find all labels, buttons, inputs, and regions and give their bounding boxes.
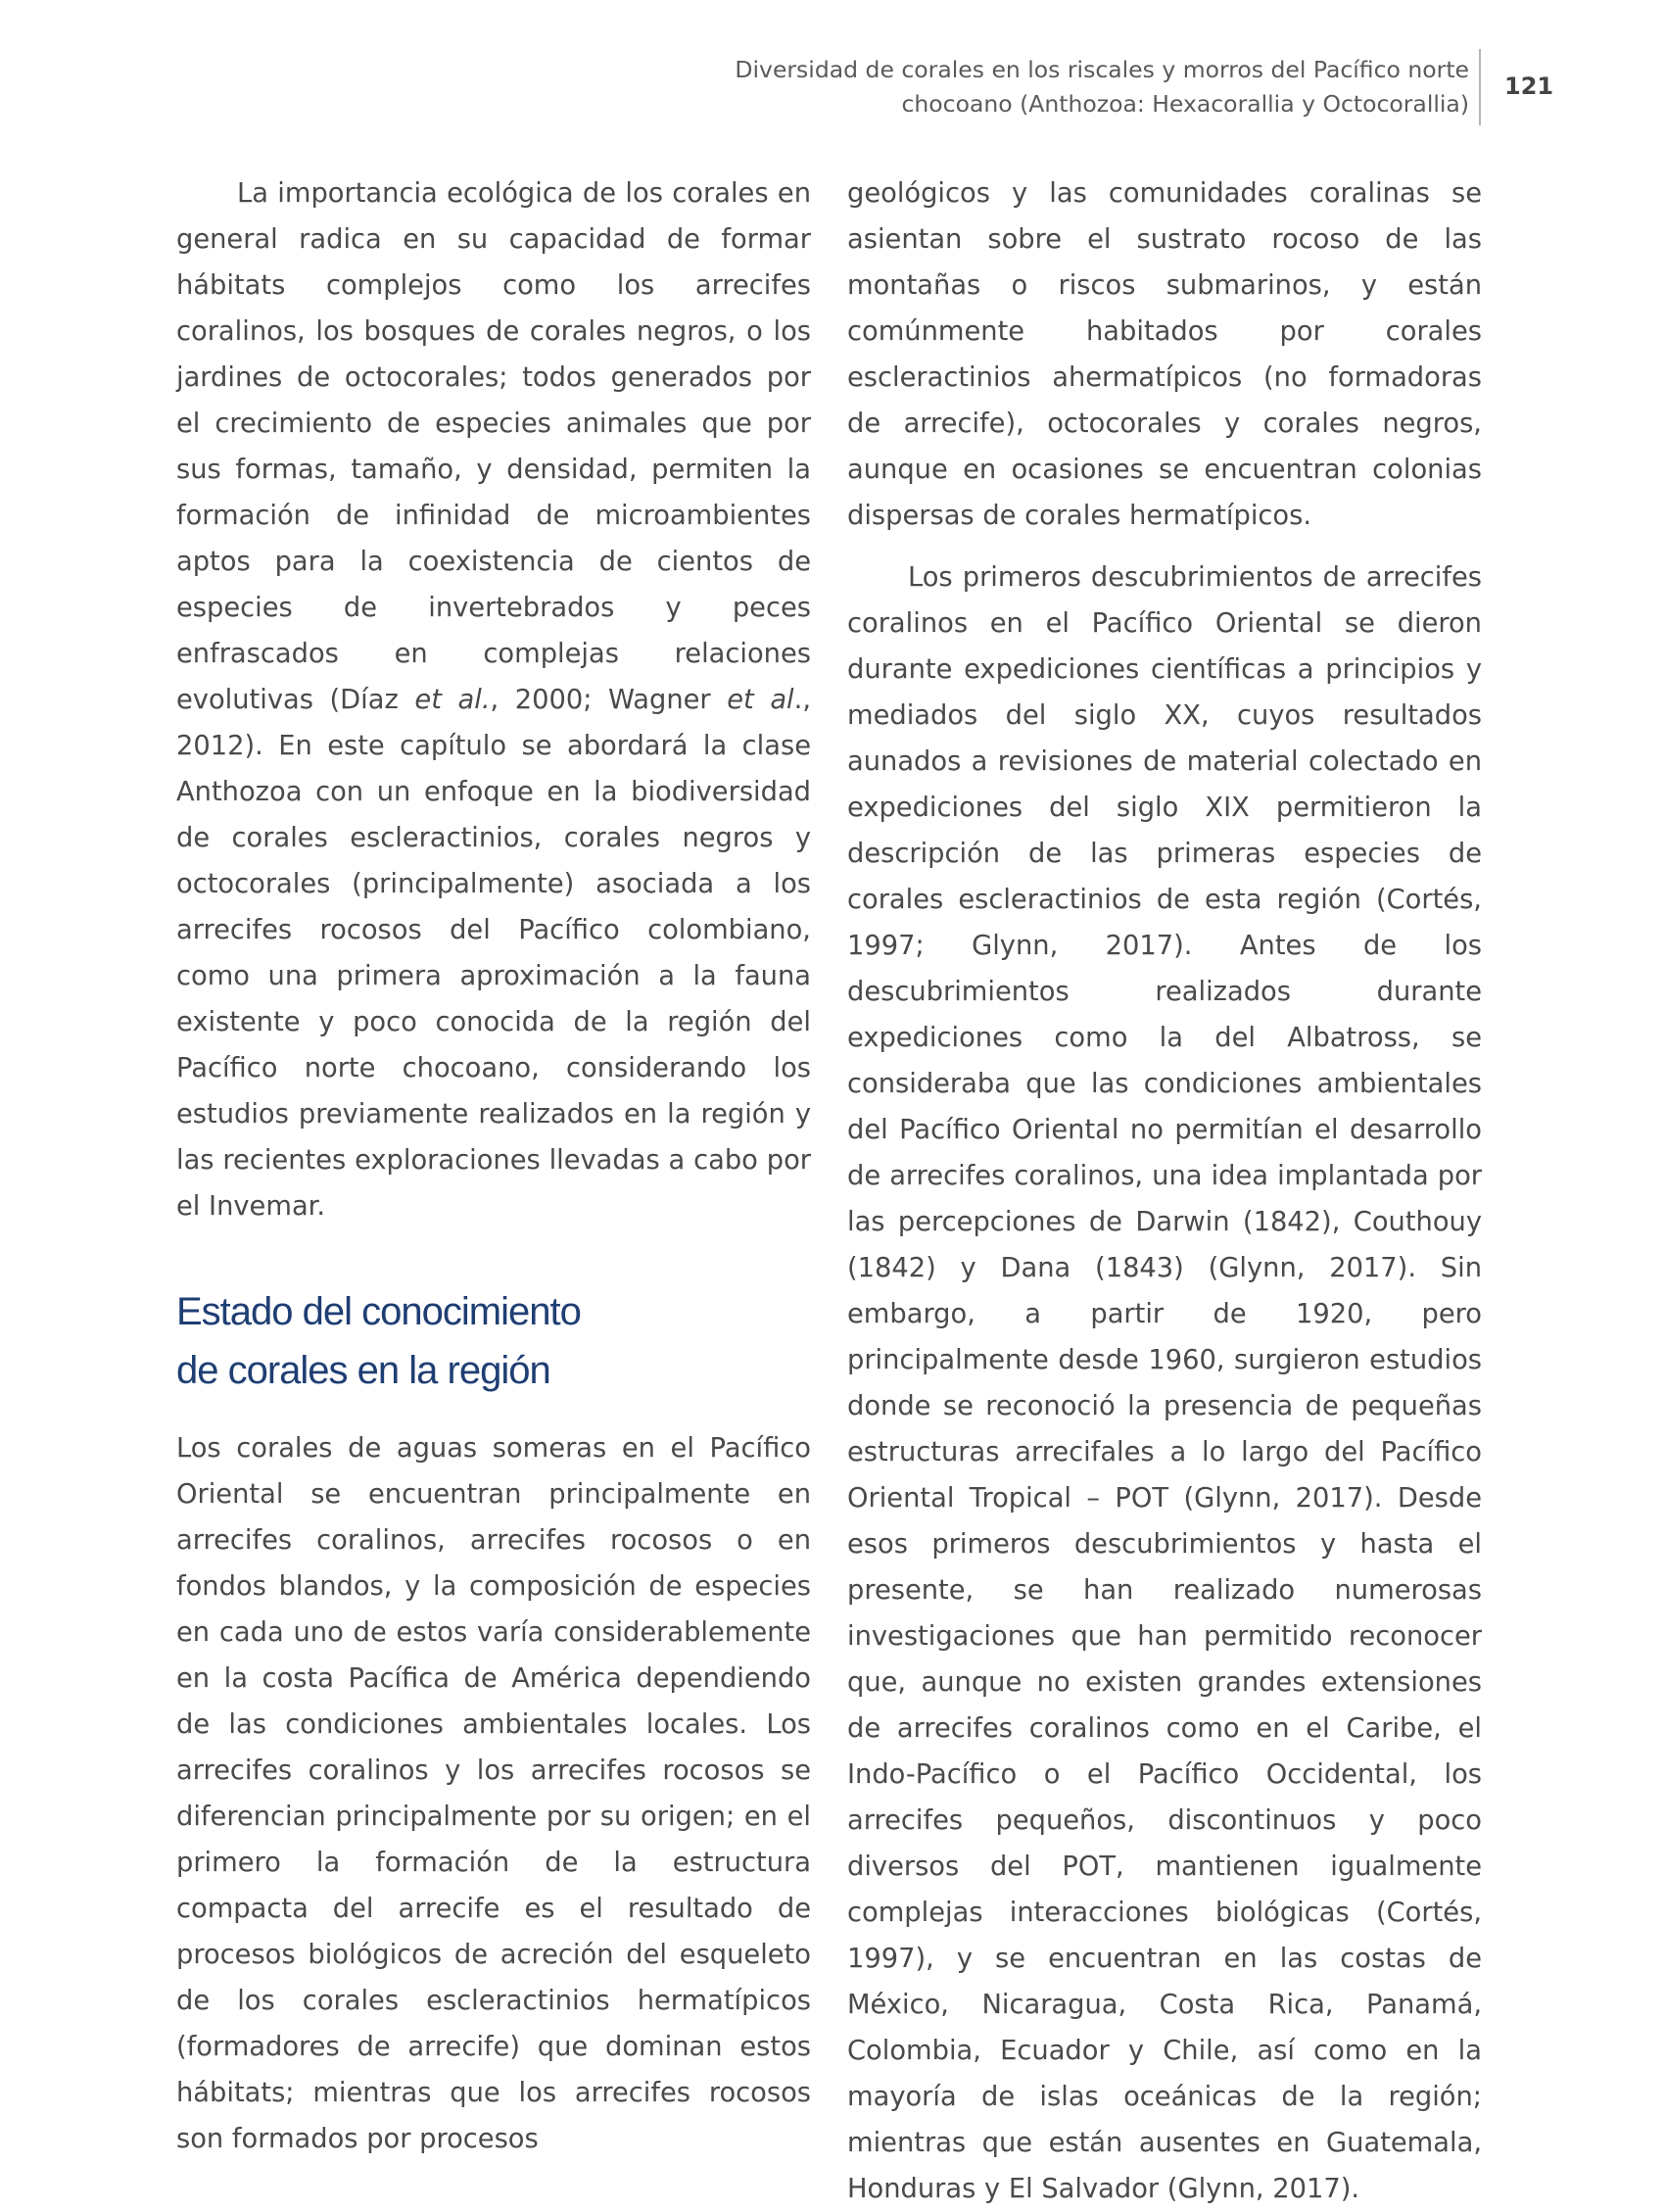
left-column [176, 170, 811, 2162]
section-heading-line-2: de corales en la región [176, 1349, 550, 1392]
section-paragraph: Los corales de aguas someras en el Pacífico Oriental se encuentran principalmente en arrecifes coralinos, arrecifes rocosos o en fondos blandos, y la composición de especies en cada uno de estos varía considerablemente en la costa Pacífica de América dependiendo de las condiciones ambientales locales. Los arrecifes coralinos y los arrecifes rocosos se diferencian principalmente por su origen; en el primero la formación de la estructura compacta del arrecife es el resultado de procesos biológicos de acreción del esqueleto de los corales escleractinios hermatípicos (formadores de arrecife) que dominan estos hábitats; mientras que los arrecifes rocosos son formados por procesos [176, 1433, 811, 2154]
section-heading [176, 1282, 811, 1400]
running-header-line-2: chocoano (Anthozoa: Hexacorallia y Octocorallia) [901, 90, 1469, 118]
page-number: 121 [1504, 72, 1554, 100]
citation-et-al-1: et al. [414, 685, 491, 715]
section-heading-line-1: Estado del conocimiento [176, 1290, 581, 1333]
intro-paragraph [176, 170, 811, 1229]
running-header-line-1: Diversidad de corales en los riscales y morros del Pacífico norte [735, 56, 1469, 83]
history-paragraph: Los primeros descubrimientos de arrecifes coralinos en el Pacífico Oriental se dieron durante expediciones científicas a principios y mediados del siglo XX, cuyos resultados aunados a revisiones de material colectado en expediciones del siglo XIX permitieron la descripción de las primeras especies de corales escleractinios de esta región (Cortés, 1997; Glynn, 2017). Antes de los descubrimientos realizados durante expediciones como la del Albatross, se consideraba que las condiciones ambientales del Pacífico Oriental no permitían el desarrollo de arrecifes coralinos, una idea implantada por las percepciones de Darwin (1842), Couthouy (1842) y Dana (1843) (Glynn, 2017). Sin embargo, a partir de 1920, pero principalmente desde 1960, surgieron estudios donde se reconoció la presencia de pequeñas estructuras arrecifales a lo largo del Pacífico Oriental Tropical – POT (Glynn, 2017). Desde esos primeros descubrimientos y hasta el presente, se han realizado numerosas investigaciones que han permitido reconocer que, aunque no existen grandes extensiones de arrecifes coralinos como en el Caribe, el Indo-Pacífico o el Pacífico Occidental, los arrecifes pequeños, discontinuos y poco diversos del POT, mantienen igualmente complejas interacciones biológicas (Cortés, 1997), y se encuentran en las costas de México, Nicaragua, Costa Rica, Panamá, Colombia, Ecuador y Chile, así como en la mayoría de islas oceánicas de la región; mientras que están ausentes en Guatemala, Honduras y El Salvador (Glynn, 2017). [847, 562, 1482, 2204]
intro-text-c: ., 2012). En este capítulo se abordará la clase Anthozoa con un enfoque en la biodiversidad de corales escleractinios, corales negros y octocorales (principalmente) asociada a los arrecifes rocosos del Pacífico colombiano, como una primera aproximación a la fauna existente y poco conocida de la región del Pacífico norte chocoano, considerando los estudios previamente realizados en la región y las recientes exploraciones llevadas a cabo por el Invemar. [176, 685, 811, 1222]
continued-paragraph: geológicos y las comunidades coralinas se asientan sobre el sustrato rocoso de las montañas o riscos submarinos, y están comúnmente habitados por corales escleractinios ahermatípicos (no formadoras de arrecife), octocorales y corales negros, aunque en ocasiones se encuentran colonias dispersas de corales hermatípicos. [847, 178, 1482, 531]
intro-text-b: , 2000; Wagner [490, 685, 728, 715]
right-column [847, 170, 1482, 2212]
running-header [725, 53, 1469, 121]
citation-et-al-2: et al [727, 685, 794, 715]
header-divider [1479, 49, 1481, 125]
intro-text-a: La importancia ecológica de los corales en general radica en su capacidad de formar hábitats complejos como los arrecifes coralinos, los bosques de corales negros, o los jardines de octocorales; todos generados por el crecimiento de especies animales que por sus formas, tamaño, y densidad, permiten la formación de infinidad de microambientes aptos para la coexistencia de cientos de especies de invertebrados y peces enfrascados en complejas relaciones evolutivas (Díaz [176, 178, 811, 715]
